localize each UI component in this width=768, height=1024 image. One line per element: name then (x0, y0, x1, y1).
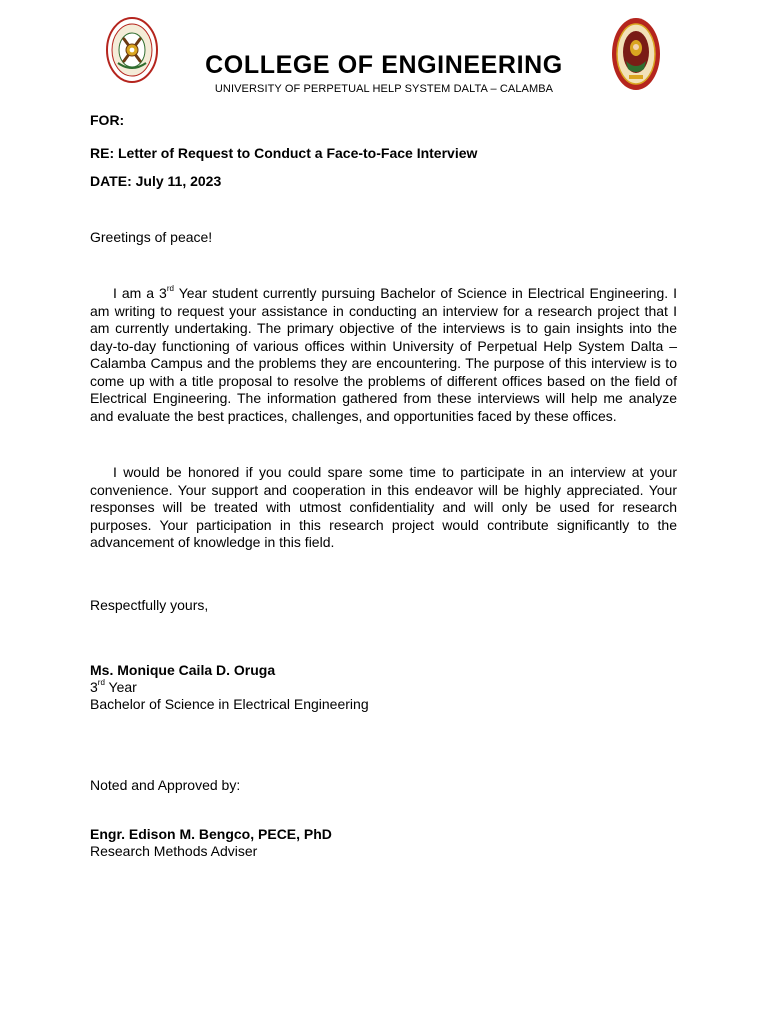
re-line: RE: Letter of Request to Conduct a Face-to-Face Interview (90, 145, 478, 161)
paragraph-2: I would be honored if you could spare some time to participate in an interview at your convenience. Your support and cooperation in this endeavor will be highly appreciated. Your responses will be treated with utmost confidentiality and will only be used for research purposes. Your participation in this research project would contribute significantly to the advancement of knowledge in this field. (90, 464, 677, 550)
greeting: Greetings of peace! (90, 229, 213, 245)
p1-rest: Year student currently pursuing Bachelor of Science in Electrical Engineering. I am writing to request your assistance in conducting an interview for a research project that I am currently undertaking. The primary objective of the interviews is to gain insights into the day-to-day functioning of various offices within University of Perpetual Help System Dalta – Calamba Campus and the problems they are encountering. The purpose of this interview is to come up with a title proposal to resolve the problems of different offices based on the field of Electrical Engineering. The information gathered from these interviews will help me analyze and evaluate the best practices, challenges, and opportunities faced by these offices. (90, 285, 677, 424)
date-line: DATE: July 11, 2023 (90, 173, 222, 189)
closing-text: Respectfully yours, (90, 597, 209, 613)
year-superscript: rd (97, 678, 105, 688)
approver-name: Engr. Edison M. Bengco, PECE, PhD (90, 826, 332, 842)
p1-superscript: rd (166, 284, 174, 294)
p1-start: I am a 3 (113, 285, 167, 301)
signatory-year (90, 679, 677, 697)
signatory-program: Bachelor of Science in Electrical Engineering (90, 696, 369, 712)
university-subtitle: UNIVERSITY OF PERPETUAL HELP SYSTEM DALTA – CALAMBA (214, 83, 554, 95)
approver-title: Research Methods Adviser (90, 843, 258, 859)
paragraph-1 (90, 285, 677, 425)
signatory-name: Ms. Monique Caila D. Oruga (90, 662, 276, 678)
approval-label: Noted and Approved by: (90, 777, 241, 793)
year-number: 3 (90, 679, 98, 695)
college-title: COLLEGE OF ENGINEERING (205, 51, 563, 79)
for-line: FOR: (90, 112, 125, 128)
year-text: Year (104, 679, 137, 695)
